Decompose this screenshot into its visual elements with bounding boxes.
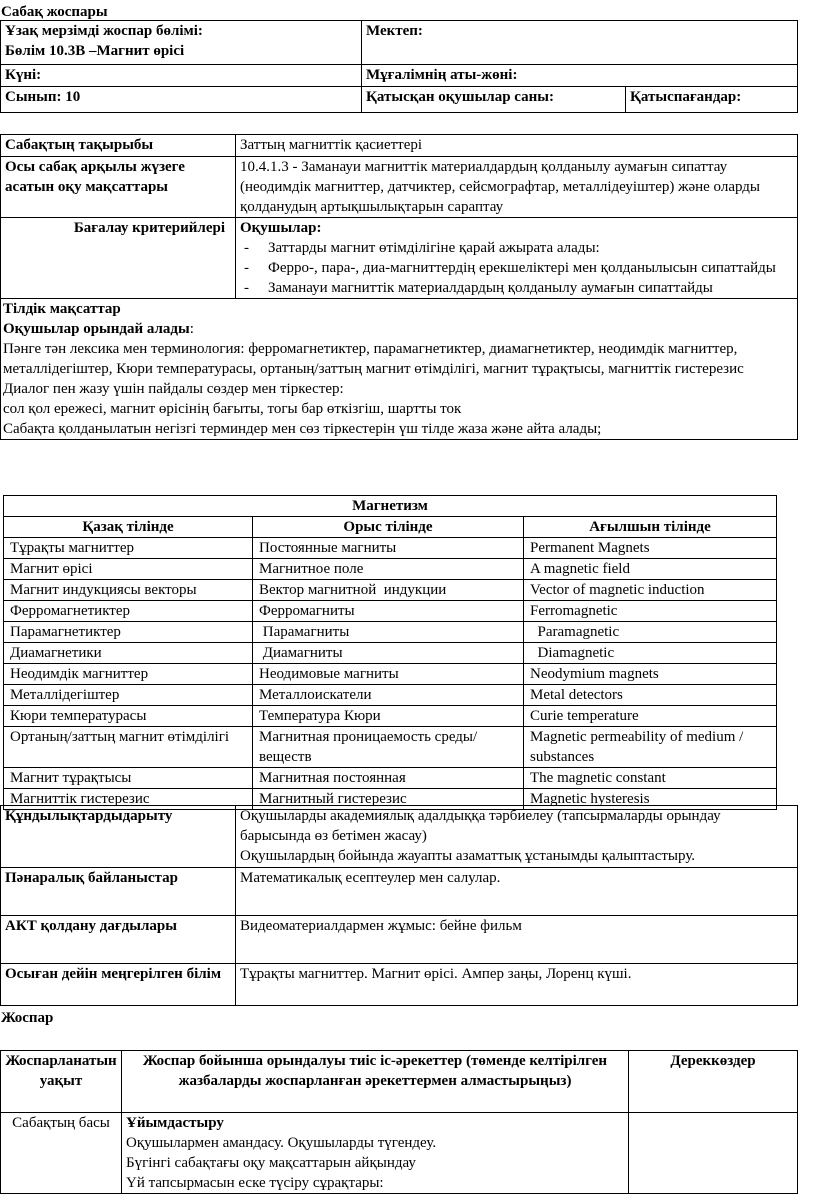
date-label: Күні: bbox=[1, 65, 362, 87]
term-ru: Вектор магнитной индукции bbox=[253, 580, 524, 601]
terms-row bbox=[4, 727, 777, 768]
plan-row-sources bbox=[629, 1113, 798, 1194]
term-ru: Магнитная постоянная bbox=[253, 768, 524, 789]
plan-row-line: Бүгінгі сабақтағы оқу мақсаттарын айқындау bbox=[126, 1155, 416, 1171]
term-kz: Ортаның/заттың магнит өтімділігі bbox=[4, 727, 253, 768]
plan-row-title: Ұйымдастыру bbox=[126, 1115, 224, 1131]
terms-row bbox=[4, 685, 777, 706]
term-kz: Магнит индукциясы векторы bbox=[4, 580, 253, 601]
terms-header-kz: Қазақ тілінде bbox=[4, 517, 253, 538]
term-en: Diamagnetic bbox=[524, 643, 777, 664]
prior-label: Осыған дейін меңгерілген білім bbox=[1, 964, 236, 1006]
header-table bbox=[0, 20, 798, 113]
prior-value: Тұрақты магниттер. Магнит өрісі. Ампер заңы, Лоренц күші. bbox=[236, 964, 798, 1006]
plan-row-line: Үй тапсырмасын еске түсіру сұрақтары: bbox=[126, 1175, 384, 1191]
objectives-label: Осы сабақ арқылы жүзеге асатын оқу мақсаттары bbox=[1, 157, 236, 218]
language-line: сол қол ережесі, магнит өрісінің бағыты, тогы бар өткізгіш, шартты ток bbox=[3, 401, 462, 417]
values-line: Оқушыларды академиялық адалдыққа тәрбиелеу (тапсырмаларды орындау барысында өз бетімен жасау) bbox=[240, 808, 721, 844]
criteria-item: - Ферро-, пара-, диа-магниттердің ерекшеліктері мен қолданылысын сипаттайды bbox=[244, 260, 776, 276]
plan-table bbox=[0, 1050, 798, 1194]
plan-col-time: Жоспарланатын уақыт bbox=[1, 1051, 122, 1113]
terms-header-ru: Орыс тілінде bbox=[253, 517, 524, 538]
term-en: Metal detectors bbox=[524, 685, 777, 706]
language-line: Сабақта қолданылатын негізгі терминдер мен сөз тіркестерін үш тілде жаза және айта алады; bbox=[3, 421, 602, 437]
language-heading: Тілдік мақсаттар bbox=[3, 301, 121, 317]
terms-row bbox=[4, 643, 777, 664]
term-ru: Неодимовые магниты bbox=[253, 664, 524, 685]
criteria-label: Бағалау критерийлері bbox=[1, 218, 236, 299]
term-kz: Парамагнетиктер bbox=[4, 622, 253, 643]
class-label: Сынып: 10 bbox=[1, 87, 362, 113]
term-kz: Кюри температурасы bbox=[4, 706, 253, 727]
term-en: A magnetic field bbox=[524, 559, 777, 580]
language-subheading: Оқушылар орындай алады bbox=[3, 321, 190, 337]
term-ru: Постоянные магниты bbox=[253, 538, 524, 559]
term-en: The magnetic constant bbox=[524, 768, 777, 789]
topic-value: Заттың магниттік қасиеттері bbox=[236, 135, 798, 157]
terms-row bbox=[4, 706, 777, 727]
term-en: Permanent Magnets bbox=[524, 538, 777, 559]
cross-label: Пәнаралық байланыстар bbox=[1, 868, 236, 916]
plan-row-time: Сабақтың басы bbox=[1, 1113, 122, 1194]
term-kz: Неодимдік магниттер bbox=[4, 664, 253, 685]
term-ru: Магнитный гистерезис bbox=[253, 789, 524, 810]
plan-col-actions: Жоспар бойынша орындалуы тиіс іс-әрекеттер (төменде келтірілген жазбаларды жоспарланған әрекеттермен алмастырыңыз) bbox=[122, 1051, 629, 1113]
plan-row-line: Оқушылармен амандасу. Оқушыларды түгендеу. bbox=[126, 1135, 437, 1151]
term-en: Curie temperature bbox=[524, 706, 777, 727]
term-kz: Магнит өрісі bbox=[4, 559, 253, 580]
term-kz: Диамагнетики bbox=[4, 643, 253, 664]
term-kz: Магниттік гистерезис bbox=[4, 789, 253, 810]
section-label: Ұзақ мерзімді жоспар бөлімі: bbox=[5, 23, 203, 39]
lesson-table: Сабақтың тақырыбы Заттың магниттік қасиеттері Осы сабақ арқылы жүзеге асатын оқу мақсаттары 10.4.1.3 - Заманауи магниттік материалдардың қолданылу аумағын сипаттау (неодимдік магниттер, датчиктер, сейсмографтар, металлідеуіштер) және оларды қолданудың артықшылықтарын сараптау Бағалау критерийлері Оқушылар: - Заттарды магнит өтімділігіне қарай ажырата алады: - Ферро-, пара-, диа-магниттердің ерекшеліктері мен қолданылысын сипаттайды - Заманауи магниттік материалдардың қолданылу аумағын сипаттайды Тілдік мақсаттар Оқушылар орындай алады: Пәнге тән лексика мен терминология: ферромагнетиктер, парамагнетиктер, диамагнетиктер, неодимдік магниттер, металлідегіштер, Кюри температурасы, ортаның/заттың магнит өтімділігі, магнит тұрақтысы, магниттік гистерезис Диалог пен жазу үшін пайдалы сөздер мен тіркестер: сол қол ережесі, магнит өрісінің бағыты, тогы бар өткізгіш, шартты ток Сабақта қолданылатын негізгі терминдер мен сөз тіркестерін үш тілде жаза және айта алады; bbox=[0, 134, 798, 440]
term-en: Ferromagnetic bbox=[524, 601, 777, 622]
present-label: Қатысқан оқушылар саны: bbox=[362, 87, 626, 113]
terms-row bbox=[4, 559, 777, 580]
criteria-item: - Заттарды магнит өтімділігіне қарай ажырата алады: bbox=[244, 240, 600, 256]
terms-header-en: Ағылшын тілінде bbox=[524, 517, 777, 538]
criteria-heading: Оқушылар: bbox=[240, 220, 322, 236]
ict-label: АКТ қолдану дағдылары bbox=[1, 916, 236, 964]
term-ru: Парамагниты bbox=[253, 622, 524, 643]
values-line: Оқушылардың бойында жауапты азаматтық ұстанымды қалыптастыру. bbox=[240, 848, 696, 864]
info-table bbox=[0, 805, 798, 1006]
values-label: Құндылықтардыдарыту bbox=[1, 806, 236, 868]
cross-value: Математикалық есептеулер мен салулар. bbox=[236, 868, 798, 916]
term-en: Magnetic hysteresis bbox=[524, 789, 777, 810]
criteria-item: - Заманауи магниттік материалдардың қолданылу аумағын сипаттайды bbox=[244, 280, 713, 296]
terms-row bbox=[4, 601, 777, 622]
topic-label: Сабақтың тақырыбы bbox=[1, 135, 236, 157]
term-ru: Металлоискатели bbox=[253, 685, 524, 706]
term-en: Neodymium magnets bbox=[524, 664, 777, 685]
plan-col-sources: Дереккөздер bbox=[629, 1051, 798, 1113]
term-en: Magnetic permeability of medium / substances bbox=[524, 727, 777, 768]
term-ru: Температура Кюри bbox=[253, 706, 524, 727]
terms-row bbox=[4, 664, 777, 685]
language-line: Пәнге тән лексика мен терминология: ферромагнетиктер, парамагнетиктер, диамагнетиктер, неодимдік магниттер, металлідегіштер, Кюри температурасы, ортаның/заттың магнит өтімділігі, магнит тұрақтысы, магниттік гистерезис bbox=[3, 341, 744, 377]
section-value: Бөлім 10.3В –Магнит өрісі bbox=[5, 43, 185, 59]
terms-row bbox=[4, 580, 777, 601]
page-title: Сабақ жоспары bbox=[1, 4, 108, 20]
school-label: Мектеп: bbox=[362, 21, 798, 65]
absent-label: Қатыспағандар: bbox=[626, 87, 798, 113]
term-kz: Металлідегіштер bbox=[4, 685, 253, 706]
term-ru: Диамагниты bbox=[253, 643, 524, 664]
plan-heading: Жоспар bbox=[1, 1010, 54, 1026]
term-en: Paramagnetic bbox=[524, 622, 777, 643]
objectives-value: 10.4.1.3 - Заманауи магниттік материалдардың қолданылу аумағын сипаттау (неодимдік магниттер, датчиктер, сейсмографтар, металлідеуіштер) және оларды қолданудың артықшылықтарын сараптау bbox=[236, 157, 798, 218]
terms-row bbox=[4, 622, 777, 643]
ict-value: Видеоматериалдармен жұмыс: бейне фильм bbox=[236, 916, 798, 964]
terms-title: Магнетизм bbox=[4, 496, 777, 517]
term-en: Vector of magnetic induction bbox=[524, 580, 777, 601]
term-kz: Ферромагнетиктер bbox=[4, 601, 253, 622]
term-kz: Тұрақты магниттер bbox=[4, 538, 253, 559]
teacher-label: Мұғалімнің аты-жөні: bbox=[362, 65, 798, 87]
terms-row bbox=[4, 768, 777, 789]
language-line: Диалог пен жазу үшін пайдалы сөздер мен тіркестер: bbox=[3, 381, 344, 397]
term-kz: Магнит тұрақтысы bbox=[4, 768, 253, 789]
term-ru: Магнитная проницаемость среды/веществ bbox=[253, 727, 524, 768]
terms-table bbox=[3, 495, 777, 810]
terms-row bbox=[4, 538, 777, 559]
term-ru: Магнитное поле bbox=[253, 559, 524, 580]
term-ru: Ферромагниты bbox=[253, 601, 524, 622]
